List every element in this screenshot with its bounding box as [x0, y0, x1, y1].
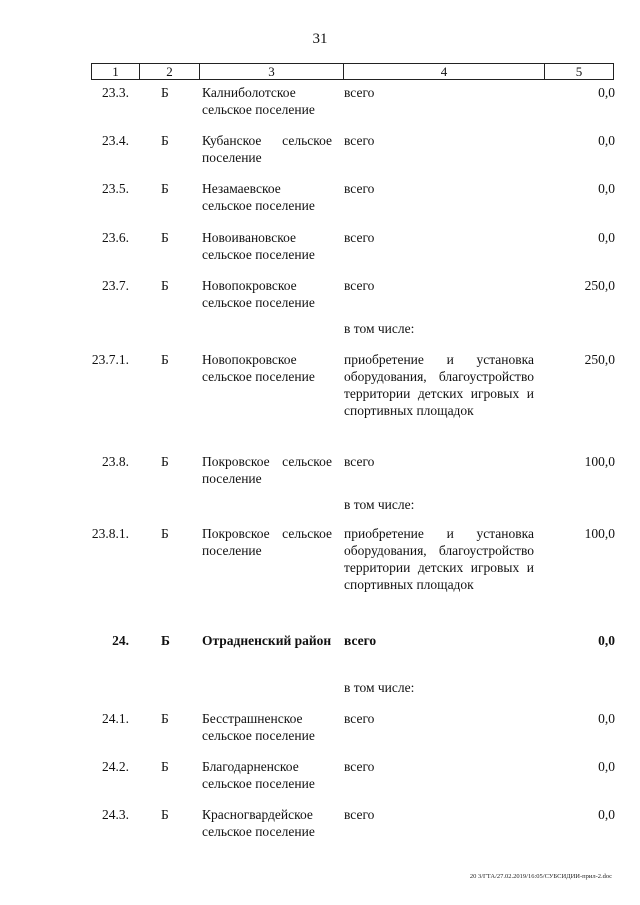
row-value: 0,0 — [598, 807, 615, 822]
row-number: 23.5. — [102, 181, 129, 196]
row-description: всего — [344, 711, 375, 726]
row-description: всего — [344, 230, 375, 245]
row-value: 0,0 — [598, 711, 615, 726]
row-number: 23.3. — [102, 85, 129, 100]
row-category: Б — [161, 711, 169, 726]
row-category: Б — [161, 278, 169, 293]
row-value: 0,0 — [598, 85, 615, 100]
row-description: всего — [344, 85, 375, 100]
row-category: Б — [161, 230, 169, 245]
row-value: 0,0 — [598, 230, 615, 245]
row-description: приобретение и установка оборудования, благоустройство территории детских игровых и спортивных площадок — [344, 352, 534, 418]
row-category: Б — [161, 759, 169, 774]
row-number: 24.2. — [102, 759, 129, 774]
header-col-1: 1 — [112, 64, 119, 79]
row-name: Благодарненское сельское поселение — [202, 759, 315, 791]
row-name: Красногвардейское сельское поселение — [202, 807, 315, 839]
row-category: Б — [161, 454, 169, 469]
row-name: Калниболотское сельское поселение — [202, 85, 315, 117]
document-footer: 20 3/ГТА/27.02.2019/16:05/СУБСИДИИ-прил-2.doc — [469, 873, 612, 880]
row-category: Б — [161, 807, 169, 822]
header-col-2: 2 — [139, 64, 199, 79]
row-value: 0,0 — [598, 181, 615, 196]
row-number: 23.4. — [102, 133, 129, 148]
row-number: 23.8.1. — [91, 526, 129, 541]
row-name: Новоивановское сельское поселение — [202, 230, 315, 262]
row-value: 0,0 — [598, 759, 615, 774]
row-number: 23.8. — [102, 454, 129, 469]
row-value: 0,0 — [598, 133, 615, 148]
row-description: всего — [344, 454, 375, 469]
table-header — [91, 63, 614, 80]
row-value: 100,0 — [584, 526, 615, 541]
subtotal-label: в том числе: — [344, 497, 415, 512]
row-description: всего — [344, 807, 375, 822]
row-description: всего — [344, 278, 375, 293]
row-name: Новопокровское сельское поселение — [202, 352, 315, 384]
row-name: Бесстрашненское сельское поселение — [202, 711, 315, 743]
row-number: 24.1. — [102, 711, 129, 726]
row-name: Кубанское сельское поселение — [202, 133, 332, 165]
row-category: Б — [161, 352, 169, 367]
row-name: Покровское сельское поселение — [202, 454, 332, 486]
row-description: приобретение и установка оборудования, благоустройство территории детских игровых и спортивных площадок — [344, 526, 534, 592]
row-number: 23.7.1. — [91, 352, 129, 367]
row-category: Б — [161, 633, 170, 648]
row-description: всего — [344, 133, 375, 148]
row-name: Покровское сельское поселение — [202, 526, 332, 558]
row-number: 23.6. — [102, 230, 129, 245]
row-number: 23.7. — [102, 278, 129, 293]
header-col-5: 5 — [544, 64, 613, 79]
row-value: 100,0 — [584, 454, 615, 469]
row-value: 250,0 — [584, 278, 615, 293]
row-number: 24. — [112, 633, 129, 648]
header-col-3: 3 — [199, 64, 343, 79]
subtotal-label: в том числе: — [344, 321, 415, 336]
row-description: всего — [344, 633, 377, 648]
row-category: Б — [161, 181, 169, 196]
row-value: 0,0 — [598, 633, 615, 648]
row-category: Б — [161, 133, 169, 148]
row-number: 24.3. — [102, 807, 129, 822]
row-name: Незамаевское сельское поселение — [202, 181, 315, 213]
row-description: всего — [344, 181, 375, 196]
row-value: 250,0 — [584, 352, 615, 367]
page-number: 31 — [312, 31, 328, 47]
row-category: Б — [161, 526, 169, 541]
subtotal-label: в том числе: — [344, 680, 415, 695]
row-name: Новопокровское сельское поселение — [202, 278, 315, 310]
row-category: Б — [161, 85, 169, 100]
header-col-4: 4 — [343, 64, 544, 79]
row-description: всего — [344, 759, 375, 774]
row-name: Отрадненский район — [202, 633, 332, 648]
